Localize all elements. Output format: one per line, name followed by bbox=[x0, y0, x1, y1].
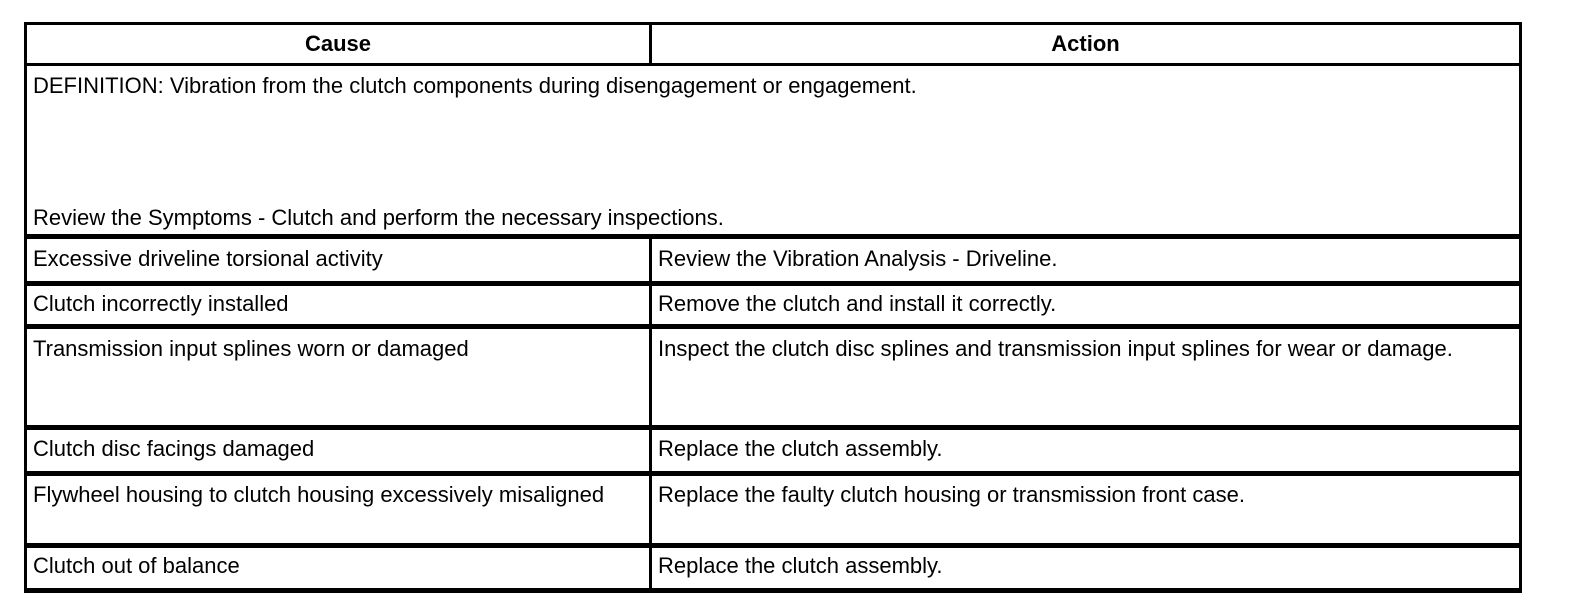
action-cell: Inspect the clutch disc splines and transmission input splines for wear or damage. bbox=[651, 327, 1521, 428]
definition-text: DEFINITION: Vibration from the clutch components during disengagement or engagement. bbox=[33, 73, 917, 98]
cause-cell: Clutch disc facings damaged bbox=[26, 428, 651, 474]
cause-cell: Clutch incorrectly installed bbox=[26, 284, 651, 327]
cause-header: Cause bbox=[26, 24, 651, 65]
action-header: Action bbox=[651, 24, 1521, 65]
cause-cell: Flywheel housing to clutch housing excessively misaligned bbox=[26, 474, 651, 546]
cause-cell: Excessive driveline torsional activity bbox=[26, 237, 651, 284]
action-cell: Replace the clutch assembly. bbox=[651, 546, 1521, 591]
review-instruction: Review the Symptoms - Clutch and perform the necessary inspections. bbox=[33, 205, 724, 230]
table-row bbox=[26, 474, 1521, 546]
table-row bbox=[26, 284, 1521, 327]
action-cell: Review the Vibration Analysis - Driveline. bbox=[651, 237, 1521, 284]
definition-cell bbox=[26, 65, 1521, 237]
action-cell: Replace the faulty clutch housing or transmission front case. bbox=[651, 474, 1521, 546]
diagnosis-table bbox=[24, 22, 1522, 593]
table-row bbox=[26, 327, 1521, 428]
cause-cell: Transmission input splines worn or damaged bbox=[26, 327, 651, 428]
action-cell: Replace the clutch assembly. bbox=[651, 428, 1521, 474]
action-cell: Remove the clutch and install it correctly. bbox=[651, 284, 1521, 327]
table-row bbox=[26, 237, 1521, 284]
header-row bbox=[26, 24, 1521, 65]
definition-row bbox=[26, 65, 1521, 237]
cause-cell: Clutch out of balance bbox=[26, 546, 651, 591]
table-row bbox=[26, 546, 1521, 591]
table-row bbox=[26, 428, 1521, 474]
